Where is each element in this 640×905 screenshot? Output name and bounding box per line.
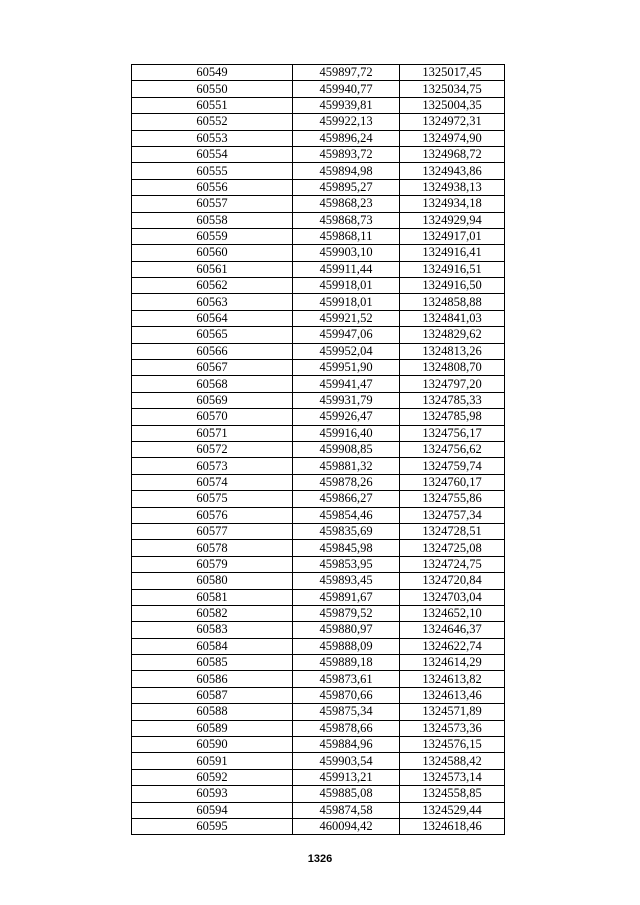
- y-coordinate-cell: 1324916,51: [400, 261, 505, 277]
- table-row: [132, 327, 505, 343]
- table-row: [132, 786, 505, 802]
- y-coordinate-cell: 1324841,03: [400, 310, 505, 326]
- point-id-cell: 60576: [132, 507, 293, 523]
- table-row: [132, 261, 505, 277]
- table-row: [132, 114, 505, 130]
- x-coordinate-cell: 459916,40: [293, 425, 400, 441]
- table-row: [132, 818, 505, 834]
- point-id-cell: 60550: [132, 81, 293, 97]
- x-coordinate-cell: 459951,90: [293, 360, 400, 376]
- x-coordinate-cell: 459952,04: [293, 343, 400, 359]
- y-coordinate-cell: 1324576,15: [400, 737, 505, 753]
- point-id-cell: 60568: [132, 376, 293, 392]
- y-coordinate-cell: 1324797,20: [400, 376, 505, 392]
- x-coordinate-cell: 459893,45: [293, 573, 400, 589]
- table-row: [132, 360, 505, 376]
- table-row: [132, 228, 505, 244]
- point-id-cell: 60555: [132, 163, 293, 179]
- point-id-cell: 60560: [132, 245, 293, 261]
- point-id-cell: 60593: [132, 786, 293, 802]
- x-coordinate-cell: 459874,58: [293, 802, 400, 818]
- y-coordinate-cell: 1324588,42: [400, 753, 505, 769]
- y-coordinate-cell: 1324756,62: [400, 441, 505, 457]
- point-id-cell: 60571: [132, 425, 293, 441]
- table-row: [132, 146, 505, 162]
- y-coordinate-cell: 1325017,45: [400, 65, 505, 81]
- point-id-cell: 60594: [132, 802, 293, 818]
- x-coordinate-cell: 459931,79: [293, 392, 400, 408]
- x-coordinate-cell: 459879,52: [293, 605, 400, 621]
- y-coordinate-cell: 1324703,04: [400, 589, 505, 605]
- y-coordinate-cell: 1324571,89: [400, 704, 505, 720]
- point-id-cell: 60570: [132, 409, 293, 425]
- y-coordinate-cell: 1324785,98: [400, 409, 505, 425]
- point-id-cell: 60558: [132, 212, 293, 228]
- y-coordinate-cell: 1324573,36: [400, 720, 505, 736]
- table-row: [132, 441, 505, 457]
- y-coordinate-cell: 1324652,10: [400, 605, 505, 621]
- table-row: [132, 81, 505, 97]
- table-row: [132, 802, 505, 818]
- x-coordinate-cell: 459885,08: [293, 786, 400, 802]
- x-coordinate-cell: 459903,54: [293, 753, 400, 769]
- point-id-cell: 60587: [132, 687, 293, 703]
- x-coordinate-cell: 459908,85: [293, 441, 400, 457]
- point-id-cell: 60592: [132, 769, 293, 785]
- x-coordinate-cell: 459888,09: [293, 638, 400, 654]
- x-coordinate-cell: 459896,24: [293, 130, 400, 146]
- y-coordinate-cell: 1324558,85: [400, 786, 505, 802]
- x-coordinate-cell: 459922,13: [293, 114, 400, 130]
- point-id-cell: 60549: [132, 65, 293, 81]
- table-row: [132, 278, 505, 294]
- x-coordinate-cell: 459918,01: [293, 278, 400, 294]
- x-coordinate-cell: 459897,72: [293, 65, 400, 81]
- point-id-cell: 60577: [132, 523, 293, 539]
- x-coordinate-cell: 459866,27: [293, 491, 400, 507]
- x-coordinate-cell: 459926,47: [293, 409, 400, 425]
- x-coordinate-cell: 459870,66: [293, 687, 400, 703]
- y-coordinate-cell: 1325004,35: [400, 97, 505, 113]
- y-coordinate-cell: 1324573,14: [400, 769, 505, 785]
- x-coordinate-cell: 459894,98: [293, 163, 400, 179]
- table-row: [132, 65, 505, 81]
- table-row: [132, 409, 505, 425]
- x-coordinate-cell: 459891,67: [293, 589, 400, 605]
- point-id-cell: 60582: [132, 605, 293, 621]
- y-coordinate-cell: 1324725,08: [400, 540, 505, 556]
- y-coordinate-cell: 1324728,51: [400, 523, 505, 539]
- page-number: 1326: [307, 853, 333, 865]
- point-id-cell: 60581: [132, 589, 293, 605]
- table-row: [132, 212, 505, 228]
- x-coordinate-cell: 459880,97: [293, 622, 400, 638]
- x-coordinate-cell: 459835,69: [293, 523, 400, 539]
- table-row: [132, 540, 505, 556]
- table-row: [132, 753, 505, 769]
- table-row: [132, 573, 505, 589]
- table-row: [132, 458, 505, 474]
- point-id-cell: 60554: [132, 146, 293, 162]
- x-coordinate-cell: 459940,77: [293, 81, 400, 97]
- y-coordinate-cell: 1324943,86: [400, 163, 505, 179]
- y-coordinate-cell: 1324755,86: [400, 491, 505, 507]
- x-coordinate-cell: 459939,81: [293, 97, 400, 113]
- point-id-cell: 60573: [132, 458, 293, 474]
- point-id-cell: 60588: [132, 704, 293, 720]
- point-id-cell: 60590: [132, 737, 293, 753]
- table-row: [132, 622, 505, 638]
- point-id-cell: 60566: [132, 343, 293, 359]
- table-row: [132, 655, 505, 671]
- x-coordinate-cell: 459881,32: [293, 458, 400, 474]
- x-coordinate-cell: 459941,47: [293, 376, 400, 392]
- table-row: [132, 720, 505, 736]
- point-id-cell: 60561: [132, 261, 293, 277]
- point-id-cell: 60551: [132, 97, 293, 113]
- table-row: [132, 130, 505, 146]
- table-row: [132, 425, 505, 441]
- table-row: [132, 343, 505, 359]
- table-row: [132, 474, 505, 490]
- point-id-cell: 60557: [132, 196, 293, 212]
- y-coordinate-cell: 1324813,26: [400, 343, 505, 359]
- table-row: [132, 589, 505, 605]
- point-id-cell: 60553: [132, 130, 293, 146]
- y-coordinate-cell: 1324974,90: [400, 130, 505, 146]
- x-coordinate-cell: 459895,27: [293, 179, 400, 195]
- point-id-cell: 60584: [132, 638, 293, 654]
- y-coordinate-cell: 1324646,37: [400, 622, 505, 638]
- table-row: [132, 507, 505, 523]
- table-row: [132, 179, 505, 195]
- y-coordinate-cell: 1324916,50: [400, 278, 505, 294]
- y-coordinate-cell: 1324618,46: [400, 818, 505, 834]
- x-coordinate-cell: 459921,52: [293, 310, 400, 326]
- y-coordinate-cell: 1324614,29: [400, 655, 505, 671]
- point-id-cell: 60575: [132, 491, 293, 507]
- x-coordinate-cell: 459854,46: [293, 507, 400, 523]
- x-coordinate-cell: 459853,95: [293, 556, 400, 572]
- y-coordinate-cell: 1324613,82: [400, 671, 505, 687]
- point-id-cell: 60579: [132, 556, 293, 572]
- point-id-cell: 60585: [132, 655, 293, 671]
- x-coordinate-cell: 459868,23: [293, 196, 400, 212]
- point-id-cell: 60565: [132, 327, 293, 343]
- table-row: [132, 245, 505, 261]
- table-row: [132, 376, 505, 392]
- table-row: [132, 769, 505, 785]
- point-id-cell: 60563: [132, 294, 293, 310]
- table-row: [132, 491, 505, 507]
- y-coordinate-cell: 1324759,74: [400, 458, 505, 474]
- y-coordinate-cell: 1324613,46: [400, 687, 505, 703]
- x-coordinate-cell: 459893,72: [293, 146, 400, 162]
- y-coordinate-cell: 1324720,84: [400, 573, 505, 589]
- point-id-cell: 60562: [132, 278, 293, 294]
- x-coordinate-cell: 459903,10: [293, 245, 400, 261]
- point-id-cell: 60567: [132, 360, 293, 376]
- y-coordinate-cell: 1324757,34: [400, 507, 505, 523]
- y-coordinate-cell: 1324760,17: [400, 474, 505, 490]
- y-coordinate-cell: 1324938,13: [400, 179, 505, 195]
- y-coordinate-cell: 1325034,75: [400, 81, 505, 97]
- table-row: [132, 97, 505, 113]
- table-row: [132, 605, 505, 621]
- point-id-cell: 60556: [132, 179, 293, 195]
- table-row: [132, 523, 505, 539]
- x-coordinate-cell: 459845,98: [293, 540, 400, 556]
- point-id-cell: 60589: [132, 720, 293, 736]
- coordinates-table: [131, 64, 505, 835]
- y-coordinate-cell: 1324808,70: [400, 360, 505, 376]
- y-coordinate-cell: 1324622,74: [400, 638, 505, 654]
- point-id-cell: 60559: [132, 228, 293, 244]
- point-id-cell: 60580: [132, 573, 293, 589]
- x-coordinate-cell: 459913,21: [293, 769, 400, 785]
- table-row: [132, 638, 505, 654]
- point-id-cell: 60569: [132, 392, 293, 408]
- table-row: [132, 704, 505, 720]
- table-row: [132, 737, 505, 753]
- x-coordinate-cell: 459873,61: [293, 671, 400, 687]
- point-id-cell: 60591: [132, 753, 293, 769]
- table-row: [132, 196, 505, 212]
- table-row: [132, 556, 505, 572]
- x-coordinate-cell: 459868,11: [293, 228, 400, 244]
- point-id-cell: 60595: [132, 818, 293, 834]
- y-coordinate-cell: 1324829,62: [400, 327, 505, 343]
- x-coordinate-cell: 459889,18: [293, 655, 400, 671]
- table-row: [132, 163, 505, 179]
- table-row: [132, 671, 505, 687]
- table-row: [132, 392, 505, 408]
- point-id-cell: 60572: [132, 441, 293, 457]
- x-coordinate-cell: 459918,01: [293, 294, 400, 310]
- coordinates-table-body: [132, 65, 505, 835]
- y-coordinate-cell: 1324724,75: [400, 556, 505, 572]
- x-coordinate-cell: 460094,42: [293, 818, 400, 834]
- y-coordinate-cell: 1324756,17: [400, 425, 505, 441]
- y-coordinate-cell: 1324917,01: [400, 228, 505, 244]
- x-coordinate-cell: 459875,34: [293, 704, 400, 720]
- y-coordinate-cell: 1324972,31: [400, 114, 505, 130]
- point-id-cell: 60586: [132, 671, 293, 687]
- y-coordinate-cell: 1324968,72: [400, 146, 505, 162]
- x-coordinate-cell: 459947,06: [293, 327, 400, 343]
- y-coordinate-cell: 1324934,18: [400, 196, 505, 212]
- x-coordinate-cell: 459884,96: [293, 737, 400, 753]
- y-coordinate-cell: 1324916,41: [400, 245, 505, 261]
- x-coordinate-cell: 459911,44: [293, 261, 400, 277]
- point-id-cell: 60578: [132, 540, 293, 556]
- x-coordinate-cell: 459878,26: [293, 474, 400, 490]
- point-id-cell: 60552: [132, 114, 293, 130]
- point-id-cell: 60583: [132, 622, 293, 638]
- x-coordinate-cell: 459878,66: [293, 720, 400, 736]
- table-row: [132, 310, 505, 326]
- table-row: [132, 687, 505, 703]
- table-row: [132, 294, 505, 310]
- y-coordinate-cell: 1324858,88: [400, 294, 505, 310]
- y-coordinate-cell: 1324529,44: [400, 802, 505, 818]
- y-coordinate-cell: 1324929,94: [400, 212, 505, 228]
- point-id-cell: 60574: [132, 474, 293, 490]
- y-coordinate-cell: 1324785,33: [400, 392, 505, 408]
- point-id-cell: 60564: [132, 310, 293, 326]
- x-coordinate-cell: 459868,73: [293, 212, 400, 228]
